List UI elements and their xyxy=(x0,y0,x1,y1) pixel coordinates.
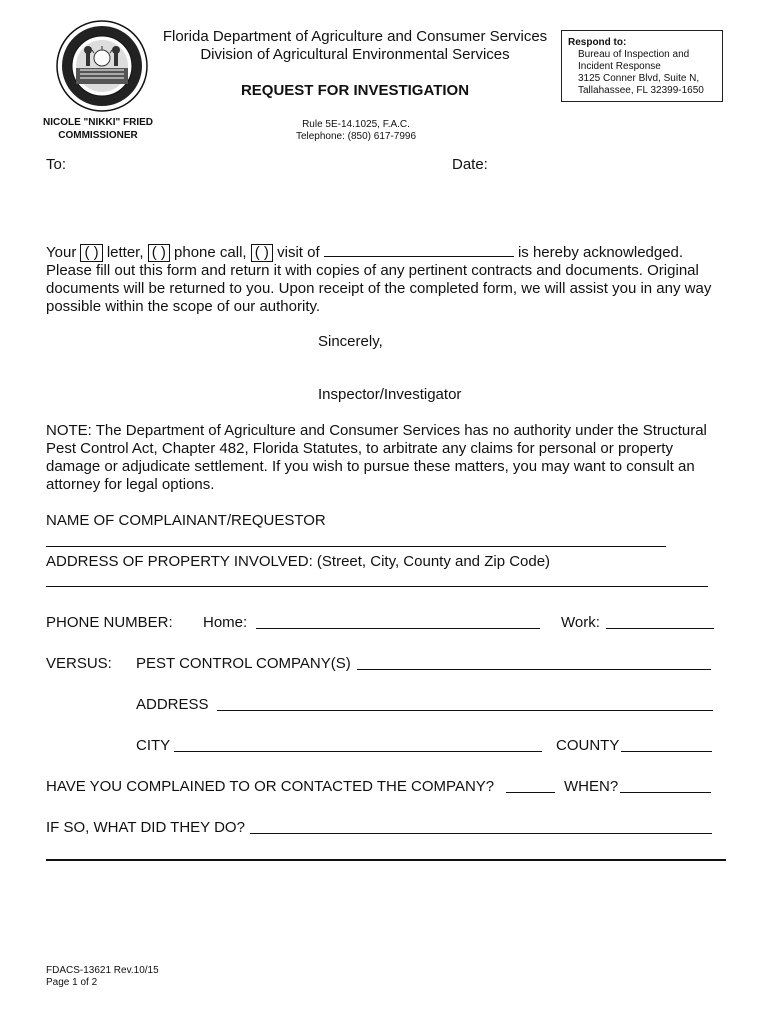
home-phone-field[interactable] xyxy=(256,628,540,629)
signer-title: Inspector/Investigator xyxy=(318,386,462,403)
rule-citation: Rule 5E-14.1025, F.A.C. xyxy=(302,119,410,130)
note-line-3: damage or adjudicate settlement. If you wish to pursue these matters, you may want to consult an xyxy=(46,458,695,475)
ack-line-2: Please fill out this form and return it with copies of any pertinent contracts and documents. Original xyxy=(46,262,699,279)
versus-label: VERSUS: xyxy=(46,655,112,672)
phone-number-label: PHONE NUMBER: xyxy=(46,614,173,631)
your-text: Your xyxy=(46,244,77,261)
ack-line-3: documents will be returned to you. Upon receipt of the completed form, we will assist you in any way xyxy=(46,280,712,297)
work-phone-field[interactable] xyxy=(606,628,714,629)
complained-label: HAVE YOU COMPLAINED TO OR CONTACTED THE COMPANY? xyxy=(46,778,495,795)
form-title: REQUEST FOR INVESTIGATION xyxy=(240,82,470,99)
commissioner-title: COMMISSIONER xyxy=(58,130,138,141)
page-number: Page 1 of 2 xyxy=(46,977,98,988)
form-number: FDACS-13621 Rev.10/15 xyxy=(46,965,159,976)
when-field[interactable] xyxy=(620,792,711,793)
company-address-field[interactable] xyxy=(217,710,713,711)
when-label: WHEN? xyxy=(564,778,619,795)
letter-text: letter, xyxy=(106,244,144,261)
county-field[interactable] xyxy=(621,751,712,752)
ack-line-4: possible within the scope of our authority. xyxy=(46,298,321,315)
visit-of-text: visit of xyxy=(277,244,320,261)
company-address-label: ADDRESS xyxy=(136,696,209,713)
commissioner-name: NICOLE "NIKKI" FRIED xyxy=(42,117,154,128)
complainant-field[interactable] xyxy=(46,546,666,547)
respond-to-line: 3125 Conner Blvd, Suite N, xyxy=(578,73,700,84)
pest-control-company-field[interactable] xyxy=(357,669,711,670)
telephone: Telephone: (850) 617-7996 xyxy=(295,131,417,142)
visit-checkbox[interactable]: ( ) xyxy=(251,244,273,262)
city-field[interactable] xyxy=(174,751,542,752)
city-label: CITY xyxy=(136,737,171,754)
visit-of-field[interactable] xyxy=(324,243,514,257)
date-label: Date: xyxy=(452,156,488,173)
what-did-they-do-field[interactable] xyxy=(250,833,712,834)
to-label: To: xyxy=(46,156,67,173)
note-line-4: attorney for legal options. xyxy=(46,476,215,493)
property-address-label: ADDRESS OF PROPERTY INVOLVED: (Street, City, County and Zip Code) xyxy=(46,553,551,570)
complained-field[interactable] xyxy=(506,792,555,793)
pest-control-company-label: PEST CONTROL COMPANY(S) xyxy=(136,655,351,672)
letter-checkbox[interactable]: ( ) xyxy=(80,244,102,262)
respond-to-title: Respond to: xyxy=(568,37,627,48)
home-label: Home: xyxy=(203,614,248,631)
county-label: COUNTY xyxy=(556,737,620,754)
respond-to-line: Tallahassee, FL 32399-1650 xyxy=(578,85,704,96)
sincerely: Sincerely, xyxy=(318,333,383,350)
respond-to-line: Incident Response xyxy=(578,61,661,72)
respond-to-line: Bureau of Inspection and xyxy=(578,49,690,60)
ack-line-1 xyxy=(46,243,683,262)
complainant-label: NAME OF COMPLAINANT/REQUESTOR xyxy=(46,512,326,529)
work-label: Work: xyxy=(561,614,600,631)
section-divider xyxy=(46,859,726,861)
phone-call-checkbox[interactable]: ( ) xyxy=(148,244,170,262)
phone-call-text: phone call, xyxy=(174,244,247,261)
note-line-1: NOTE: The Department of Agriculture and Consumer Services has no authority under the Structural xyxy=(46,422,707,439)
what-did-they-do-label: IF SO, WHAT DID THEY DO? xyxy=(46,819,245,836)
respond-to-box xyxy=(561,30,723,102)
division-name: Division of Agricultural Environmental Services xyxy=(200,46,510,63)
note-line-2: Pest Control Act, Chapter 482, Florida Statutes, to arbitrate any claims for personal or property xyxy=(46,440,673,457)
acknowledged-text: is hereby acknowledged. xyxy=(517,244,684,261)
footer xyxy=(46,965,159,989)
department-name: Florida Department of Agriculture and Consumer Services xyxy=(162,28,548,45)
property-address-field[interactable] xyxy=(46,586,708,587)
